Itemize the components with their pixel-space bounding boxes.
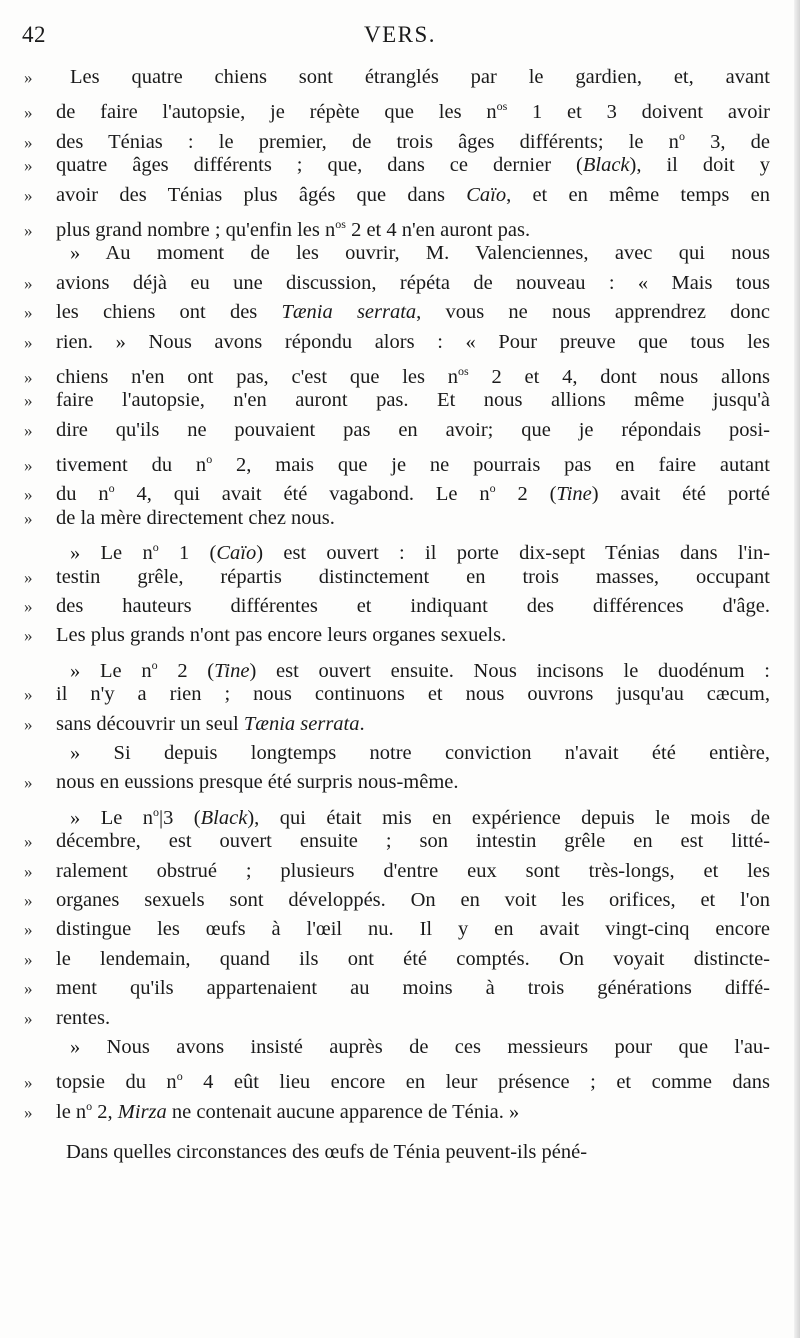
- text-line: [24, 621, 770, 650]
- line-text: décembre, est ouvert ensuite ; son intestin grêle en est litté-: [56, 830, 770, 853]
- text-line: [24, 298, 770, 327]
- quote-mark: »: [24, 273, 33, 293]
- text-line: [24, 357, 770, 386]
- page-number: 42: [22, 22, 46, 47]
- text-line: [24, 210, 770, 239]
- text-line: [24, 269, 770, 298]
- page-header: [0, 20, 800, 56]
- line-text: avoir des Ténias plus âgés que dans Caïo, et en même temps en: [56, 183, 770, 206]
- line-text: faire l'autopsie, n'en auront pas. Et nous allions même jusqu'à: [56, 389, 770, 412]
- text-line: [24, 445, 770, 474]
- quote-mark: »: [24, 1073, 33, 1093]
- text-line: [24, 886, 770, 915]
- text-line: [24, 739, 770, 768]
- quote-mark: »: [24, 220, 33, 240]
- line-text: des Ténias : le premier, de trois âges différents; le $n^o$ 3, de: [56, 128, 770, 153]
- quote-mark: »: [24, 420, 33, 440]
- quote-mark: »: [24, 714, 33, 734]
- line-text: tivement du $n^o$ 2, mais que je ne pourrais pas en faire autant: [56, 452, 770, 476]
- text-line: [24, 857, 770, 886]
- quote-mark: »: [24, 979, 33, 999]
- quote-mark: »: [24, 185, 33, 205]
- line-text: quatre âges différents ; que, dans ce dernier (Black), il doit y: [56, 154, 771, 177]
- line-text: » Le $n^o$ 1 (Caïo) est ouvert : il porte dix-sept Ténias dans l'in-: [70, 540, 771, 565]
- text-line: [24, 710, 770, 739]
- line-text: de faire l'autopsie, je répète que les $n^{os}$ 1 et 3 doivent avoir: [56, 99, 771, 124]
- text-line: [24, 239, 770, 268]
- text-line: [24, 1033, 770, 1062]
- quote-mark: »: [24, 103, 33, 123]
- quote-mark: »: [24, 303, 33, 323]
- text-line: [24, 651, 770, 680]
- quote-mark: »: [24, 508, 33, 528]
- text-line: [24, 1004, 770, 1033]
- line-text: ment qu'ils appartenaient au moins à trois générations diffé-: [56, 977, 770, 1000]
- line-text: topsie du $n^o$ 4 eût lieu encore en leur présence ; et comme dans: [56, 1069, 770, 1094]
- text-line: [24, 63, 770, 92]
- text-line: [24, 474, 771, 506]
- quote-mark: »: [24, 890, 33, 910]
- line-text: des hauteurs différentes et indiquant des différences d'âge.: [56, 595, 770, 618]
- quote-mark: »: [24, 567, 33, 587]
- body-text: [24, 63, 770, 1121]
- line-text: du $n^o$ 4, qui avait été vagabond. Le $n^o$ 2 (Tine) avait été porté: [56, 481, 771, 506]
- quote-mark: »: [24, 685, 33, 705]
- quote-mark: »: [24, 455, 33, 475]
- quote-mark: »: [24, 832, 33, 852]
- line-text: Les plus grands n'ont pas encore leurs organes sexuels.: [56, 624, 507, 647]
- line-text: dire qu'ils ne pouvaient pas en avoir; que je répondais posi-: [56, 418, 770, 441]
- quote-mark: »: [24, 156, 33, 176]
- quote-mark: »: [24, 949, 33, 969]
- page-edge-shadow: [794, 0, 800, 1338]
- line-text: » Le $n^o$ 2 (Tine) est ouvert ensuite. Nous incisons le duodénum :: [70, 657, 770, 682]
- line-text: rentes.: [56, 1006, 111, 1029]
- line-text: avions déjà eu une discussion, répéta de nouveau : « Mais tous: [56, 271, 770, 294]
- quote-mark: »: [24, 68, 33, 87]
- text-line: [24, 974, 770, 1003]
- text-line: [24, 827, 770, 856]
- running-head: VERS.: [363, 22, 437, 47]
- text-line: [24, 592, 770, 621]
- text-line: [24, 92, 771, 124]
- line-text: sans découvrir un seul Tænia serrata.: [56, 712, 365, 735]
- text-line: [24, 1092, 770, 1121]
- text-line: [24, 680, 770, 709]
- quote-mark: »: [24, 391, 33, 411]
- line-text: le lendemain, quand ils ont été comptés. On voyait distincte-: [56, 947, 770, 970]
- quote-mark: »: [24, 861, 33, 881]
- text-line: [24, 768, 770, 797]
- text-line: [24, 504, 770, 533]
- text-line: [24, 1062, 770, 1094]
- line-text: il n'y a rien ; nous continuons et nous ouvrons jusqu'au cæcum,: [56, 683, 770, 706]
- text-line: [24, 915, 770, 944]
- quote-mark: »: [24, 1102, 33, 1122]
- text-line: [24, 151, 770, 180]
- line-text: » Si depuis longtemps notre conviction n'avait été entière,: [70, 741, 770, 764]
- line-text: Les quatre chiens sont étranglés par le gardien, et, avant: [70, 66, 770, 88]
- line-text: rien. » Nous avons répondu alors : « Pour preuve que tous les: [56, 330, 770, 353]
- quote-mark: »: [24, 367, 33, 387]
- text-line: [24, 328, 770, 357]
- text-line: [24, 416, 770, 445]
- quote-mark: »: [24, 626, 33, 646]
- line-text: testin grêle, répartis distinctement en trois masses, occupant: [56, 565, 770, 588]
- line-text: » Nous avons insisté auprès de ces messieurs pour que l'au-: [70, 1035, 770, 1058]
- line-text: de la mère directement chez nous.: [56, 506, 335, 529]
- quote-mark: »: [24, 485, 33, 505]
- quote-mark: »: [24, 597, 33, 617]
- quote-mark: »: [24, 773, 33, 793]
- quote-mark: »: [24, 332, 33, 352]
- text-line: [24, 798, 770, 827]
- text-line: [24, 533, 771, 565]
- text-line: [24, 386, 770, 415]
- line-text: les chiens ont des Tænia serrata, vous ne nous apprendrez donc: [56, 301, 770, 324]
- line-text: le $n^o$ 2, Mirza ne contenait aucune apparence de Ténia. »: [56, 1098, 520, 1123]
- quote-mark: »: [24, 132, 33, 152]
- line-text: » Au moment de les ouvrir, M. Valenciennes, avec qui nous: [70, 242, 770, 265]
- quote-mark: »: [24, 1008, 33, 1028]
- text-line: [24, 945, 770, 974]
- final-paragraph-line: Dans quelles circonstances des œufs de Ténia peuvent-ils péné-: [66, 1141, 588, 1163]
- quote-mark: »: [24, 920, 33, 940]
- text-line: [24, 122, 770, 151]
- text-line: [24, 181, 770, 210]
- line-text: nous en eussions presque été surpris nous-même.: [56, 771, 459, 794]
- line-text: organes sexuels sont développés. On en voit les orifices, et l'on: [56, 888, 770, 911]
- line-text: chiens n'en ont pas, c'est que les $n^{os}$ 2 et 4, dont nous allons: [56, 363, 771, 388]
- line-text: ralement obstrué ; plusieurs d'entre eux sont très-longs, et les: [56, 859, 770, 882]
- text-line: [24, 563, 770, 592]
- line-text: distingue les œufs à l'œil nu. Il y en avait vingt-cinq encore: [56, 918, 770, 941]
- line-text: » Le $n^o|3$ (Black), qui était mis en expérience depuis le mois de: [70, 804, 770, 829]
- line-text: plus grand nombre ; qu'enfin les $n^{os}$ 2 et 4 n'en auront pas.: [56, 216, 531, 241]
